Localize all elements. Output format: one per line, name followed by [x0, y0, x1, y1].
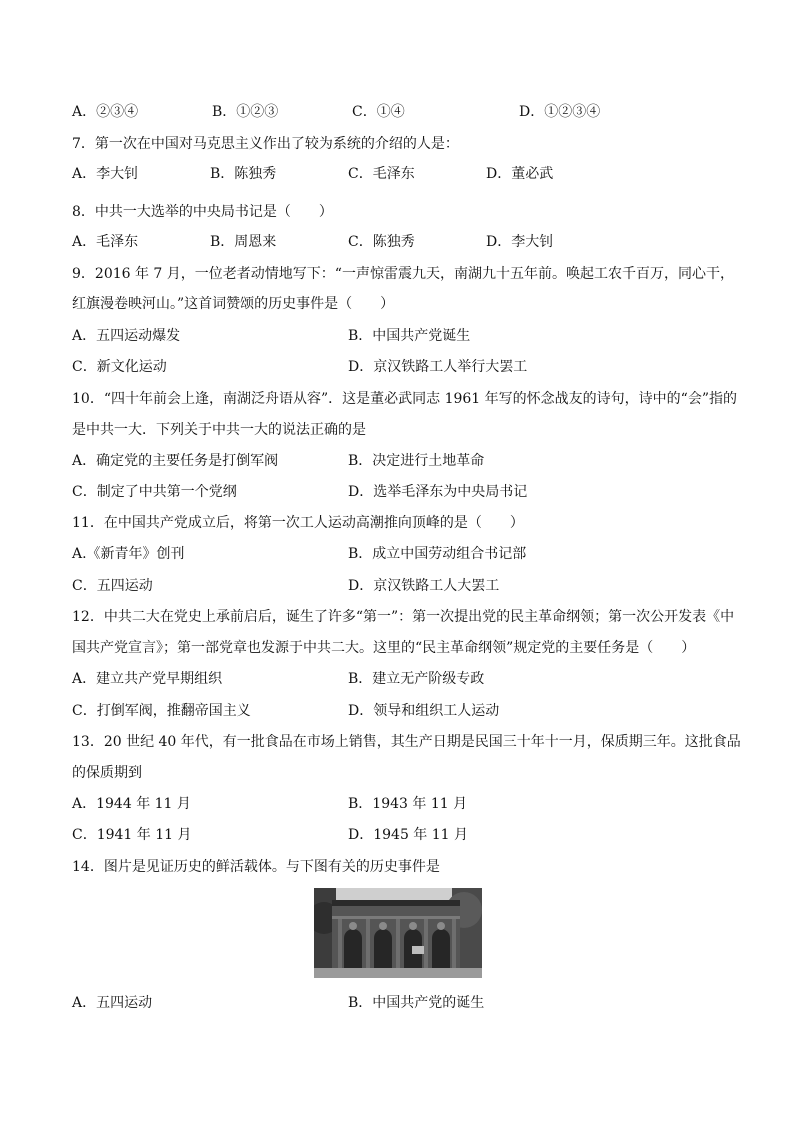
- q11-option-a: A.《新青年》创刊: [72, 546, 185, 562]
- q10-option-d: D．选举毛泽东为中央局书记: [348, 484, 528, 500]
- q12-stem-line-2: 国共产党宣言》；第一部党章也发源于中共二大。这里的“民主革命纲领”规定党的主要任务是（ ）: [72, 640, 696, 656]
- q12-stem-line-1: 12．中共二大在党史上承前启后，诞生了许多“第一”：第一次提出党的民主革命纲领；第一次公开发表《中: [72, 609, 735, 625]
- q8-option-b: B．周恩来: [210, 234, 277, 250]
- q11-stem: 11．在中国共产党成立后，将第一次工人运动高潮推向顶峰的是（ ）: [72, 515, 524, 531]
- q10-option-b: B．决定进行土地革命: [348, 453, 485, 469]
- q14-option-a: A．五四运动: [72, 995, 153, 1011]
- q13-option-c: C．1941 年 11 月: [72, 827, 192, 843]
- q11-option-c: C．五四运动: [72, 578, 153, 594]
- q10-option-c: C．制定了中共第一个党纲: [72, 484, 237, 500]
- q6-option-a: A．②③④: [72, 104, 139, 120]
- q7-option-c: C．毛泽东: [348, 166, 415, 182]
- q12-option-a: A．建立共产党早期组织: [72, 671, 223, 687]
- q8-option-c: C．陈独秀: [348, 234, 415, 250]
- q13-option-a: A．1944 年 11 月: [72, 796, 191, 812]
- q7-option-b: B．陈独秀: [210, 166, 277, 182]
- q13-stem-line-2: 的保质期到: [72, 765, 142, 781]
- q13-option-d: D．1945 年 11 月: [348, 827, 469, 843]
- historic-building-photo: [314, 888, 482, 978]
- q7-option-a: A．李大钊: [72, 166, 139, 182]
- q6-option-c: C．①④: [352, 104, 405, 120]
- q10-option-a: A．确定党的主要任务是打倒军阀: [72, 453, 279, 469]
- q6-option-b: B．①②③: [212, 104, 279, 120]
- q14-stem: 14．图片是见证历史的鲜活载体。与下图有关的历史事件是: [72, 859, 440, 875]
- q10-stem-line-2: 是中共一大．下列关于中共一大的说法正确的是: [72, 422, 366, 438]
- q11-option-b: B．成立中国劳动组合书记部: [348, 546, 527, 562]
- q8-option-a: A．毛泽东: [72, 234, 139, 250]
- q11-option-d: D．京汉铁路工人大罢工: [348, 578, 500, 594]
- q9-stem-line-2: 红旗漫卷映河山。”这首词赞颂的历史事件是（ ）: [72, 296, 395, 312]
- q6-option-d: D．①②③④: [519, 104, 601, 120]
- q9-option-a: A．五四运动爆发: [72, 328, 181, 344]
- q14-option-b: B．中国共产党的诞生: [348, 995, 485, 1011]
- q7-stem: 7．第一次在中国对马克思主义作出了较为系统的介绍的人是：: [72, 136, 459, 152]
- q9-option-b: B．中国共产党诞生: [348, 328, 471, 344]
- q13-stem-line-1: 13．20 世纪 40 年代，有一批食品在市场上销售，其生产日期是民国三十年十一月，保质期三年。这批食品: [72, 734, 741, 750]
- q12-option-b: B．建立无产阶级专政: [348, 671, 485, 687]
- q13-option-b: B．1943 年 11 月: [348, 796, 468, 812]
- q12-option-d: D．领导和组织工人运动: [348, 703, 500, 719]
- q9-option-c: C．新文化运动: [72, 359, 167, 375]
- q9-stem-line-1: 9．2016 年 7 月，一位老者动情地写下：“一声惊雷震九天，南湖九十五年前。唤起工农千百万，同心干，: [72, 266, 734, 282]
- q10-stem-line-1: 10．“四十年前会上逢，南湖泛舟语从容”．这是董必武同志 1961 年写的怀念战友的诗句，诗中的“会”指的: [72, 391, 737, 407]
- q8-stem: 8．中共一大选举的中央局书记是（ ）: [72, 204, 333, 220]
- q8-option-d: D．李大钊: [486, 234, 554, 250]
- q7-option-d: D．董必武: [486, 166, 554, 182]
- q9-option-d: D．京汉铁路工人举行大罢工: [348, 359, 528, 375]
- q12-option-c: C．打倒军阀，推翻帝国主义: [72, 703, 251, 719]
